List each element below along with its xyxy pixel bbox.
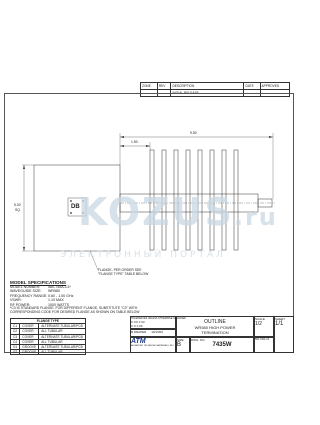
spec-key: FREQUENCY RANGE: [10,293,48,298]
tb-size [176,337,190,353]
flange-code: C4 [11,339,20,344]
tb-tol2: X.X ±.06 [131,324,143,328]
flange-table-title: FLANGE TYPE [11,319,86,324]
tb-tolerances-label: TOLERANCES UNLESS OTHERWISE SPECIFIED [131,317,186,320]
watermark-text [78,190,278,234]
tb-drawn [130,329,176,337]
watermark-domain: .ru [233,203,278,231]
tb-sheet-value: 1/1 [275,321,284,327]
tb-title-l3: TERMINATION [201,330,229,335]
tb-title [176,316,254,337]
tb-model-ref [254,337,274,353]
spec-value: 1000 WATTS [48,302,70,307]
tb-model-ref-value: 580-745A-C3 [255,338,270,341]
flange-desc: ALL TUBULAR [39,339,85,344]
flange-callout-line1: FLANGE- PER ORDER SEE [98,268,142,272]
flange-table [10,318,86,355]
flange-callout-line2: "FLANGE TYPE" TABLE BELOW [98,272,149,276]
table-row [11,334,86,339]
rev-header-approved: APPROVED [260,83,290,90]
model-specifications [10,280,130,307]
dim-offset: 1.50 [131,140,138,144]
spec-key: VSWR: [10,298,22,303]
spec-value: 0.60 - 1.00 GHz [48,293,74,298]
tb-scale [254,316,274,337]
tb-company [130,337,176,353]
flange-kind: COVER [20,324,39,329]
flange-note: *C3 IS STANDARD FLANGE. FOR DIFFERENT FLANGE, SUBSTITUTE "C3" WITH CORRESPONDING CODE FOR DESIRED FLANGE AS SHOWN ON TABLE BELOW [10,306,140,315]
tb-date: 10/13/06 [151,330,163,334]
tb-dwg-no-value: 7435W [212,342,232,348]
tb-company-logo: ATM [131,338,146,345]
dim-overall-length: 9.50 [190,131,197,135]
flange-kind: COVER [20,339,39,344]
rev-header-date: DATE [244,83,260,90]
specs-title: MODEL SPECIFICATIONS [10,280,66,285]
dim-height-sq: SQ. [15,208,21,212]
spec-key: MODEL NUMBER: [10,285,41,289]
dim-height: 5.00 [14,203,21,207]
tb-tolerances [130,316,186,329]
flange-desc: ALL TUBULAR [39,350,85,355]
flange-desc: ALTERNATE TUBULAR/PCB [39,324,85,329]
table-row [11,324,86,329]
rev-description: INITIAL RELEASE [171,90,244,97]
tb-title-l2: WR580 HIGH POWER [194,325,236,330]
title-block [130,316,294,353]
tb-sheet [274,316,294,353]
flange-kind: GROOVE [20,344,39,349]
flange-kind: GROOVE [20,350,39,355]
flange-code: G1 [11,344,20,349]
flange-code: G2 [11,350,20,355]
watermark-subtitle: ЭЛЕКТРОННЫЙ ПОРТАЛ [60,250,226,260]
table-row [11,344,86,349]
tb-scale-value: 1/2 [255,321,262,327]
flange-kind: COVER [20,334,39,339]
tb-title-l1: OUTLINE [204,319,226,325]
tb-drawn-name: B.DRAPER [131,330,147,334]
spec-key: RF POWER: [10,302,31,307]
flange-desc: ALTERNATE TUBULAR/PCB [39,334,85,339]
tb-tol1: X.XX ±.03 [131,320,145,324]
spec-value: 1.10 MAX [48,298,64,303]
rev-header-rev: REV [157,83,171,90]
tb-size-label: SIZE [177,338,184,342]
watermark-main: KOZUS [78,190,234,234]
tb-sheet-label: SHEET [275,317,286,321]
rev-header-zone: ZONE [141,83,158,90]
flange-code: C2 [11,329,20,334]
spec-key: WAVEGUIDE SIZE: [10,289,42,294]
spec-value: 580-745A-C3* [48,285,71,289]
flange-kind: COVER [20,329,39,334]
flange-desc: ALTERNATE TUBULAR/PCB [39,344,85,349]
rev-header-description: DESCRIPTION [171,83,244,90]
tb-scale-label: SCALE [255,317,265,321]
flange-desc: ALL TUBULAR [39,329,85,334]
tb-dwg-no [190,337,254,353]
table-row [11,350,86,355]
tb-size-value: B [177,342,182,348]
flange-table-wrap [10,318,86,355]
tb-dwg-no-label: DWG. NO. [191,338,206,342]
tb-company-full: ADVANCED TECHNICAL MATERIALS, INC. [131,345,175,347]
flange-code: C1 [11,324,20,329]
center-label: DB [71,204,80,210]
flange-code: C3 [11,334,20,339]
spec-value: WR580 [48,289,60,294]
